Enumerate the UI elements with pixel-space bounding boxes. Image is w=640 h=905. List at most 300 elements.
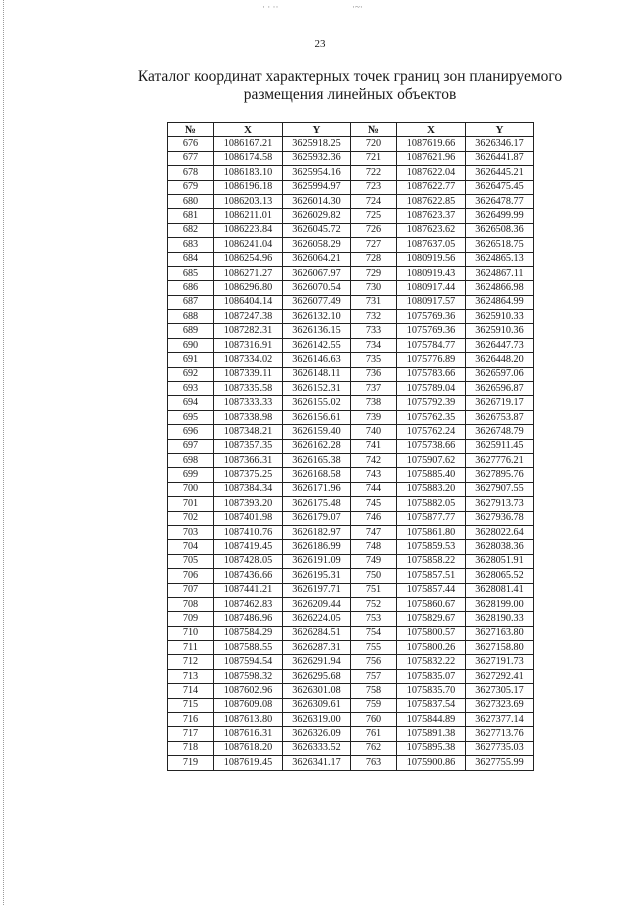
point-number-cell: 708	[168, 597, 214, 611]
y-coordinate-cell: 3626156.61	[283, 410, 351, 424]
header-number-right: №	[351, 123, 397, 137]
y-coordinate-cell: 3626146.63	[283, 353, 351, 367]
x-coordinate-cell: 1087486.96	[214, 612, 283, 626]
x-coordinate-cell: 1075792.39	[397, 396, 466, 410]
y-coordinate-cell: 3627292.41	[466, 669, 534, 683]
y-coordinate-cell: 3626284.51	[283, 626, 351, 640]
point-number-cell: 691	[168, 353, 214, 367]
title-line-2: размещения линейных объектов	[243, 86, 457, 103]
point-number-cell: 738	[351, 396, 397, 410]
x-coordinate-cell: 1075885.40	[397, 468, 466, 482]
point-number-cell: 698	[168, 453, 214, 467]
y-coordinate-cell: 3626319.00	[283, 713, 351, 727]
header-number-left: №	[168, 123, 214, 137]
page-number: 23	[314, 38, 326, 50]
x-coordinate-cell: 1087348.21	[214, 425, 283, 439]
y-coordinate-cell: 3626445.21	[466, 166, 534, 180]
x-coordinate-cell: 1086404.14	[214, 295, 283, 309]
table-header-row	[168, 123, 534, 137]
x-coordinate-cell: 1087247.38	[214, 310, 283, 324]
point-number-cell: 758	[351, 684, 397, 698]
y-coordinate-cell: 3626475.45	[466, 180, 534, 194]
x-coordinate-cell: 1087419.45	[214, 540, 283, 554]
table-row	[168, 453, 534, 467]
y-coordinate-cell: 3626478.77	[466, 194, 534, 208]
x-coordinate-cell: 1086254.96	[214, 252, 283, 266]
y-coordinate-cell: 3626333.52	[283, 741, 351, 755]
y-coordinate-cell: 3627713.76	[466, 727, 534, 741]
x-coordinate-cell: 1087602.96	[214, 684, 283, 698]
table-row	[168, 583, 534, 597]
y-coordinate-cell: 3626058.29	[283, 238, 351, 252]
table-row	[168, 540, 534, 554]
y-coordinate-cell: 3626067.97	[283, 266, 351, 280]
point-number-cell: 705	[168, 554, 214, 568]
y-coordinate-cell: 3625954.16	[283, 166, 351, 180]
table-row	[168, 698, 534, 712]
x-coordinate-cell: 1080919.56	[397, 252, 466, 266]
x-coordinate-cell: 1087622.85	[397, 194, 466, 208]
y-coordinate-cell: 3624865.13	[466, 252, 534, 266]
point-number-cell: 729	[351, 266, 397, 280]
x-coordinate-cell: 1086183.10	[214, 166, 283, 180]
point-number-cell: 694	[168, 396, 214, 410]
point-number-cell: 676	[168, 137, 214, 151]
table-row	[168, 612, 534, 626]
y-coordinate-cell: 3626171.96	[283, 482, 351, 496]
x-coordinate-cell: 1086174.58	[214, 151, 283, 165]
x-coordinate-cell: 1087436.66	[214, 569, 283, 583]
point-number-cell: 725	[351, 209, 397, 223]
x-coordinate-cell: 1087282.31	[214, 324, 283, 338]
y-coordinate-cell: 3627776.21	[466, 453, 534, 467]
x-coordinate-cell: 1080919.43	[397, 266, 466, 280]
point-number-cell: 728	[351, 252, 397, 266]
x-coordinate-cell: 1087598.32	[214, 669, 283, 683]
table-row	[168, 382, 534, 396]
x-coordinate-cell: 1087316.91	[214, 338, 283, 352]
point-number-cell: 754	[351, 626, 397, 640]
point-number-cell: 757	[351, 669, 397, 683]
point-number-cell: 748	[351, 540, 397, 554]
x-coordinate-cell: 1075800.26	[397, 641, 466, 655]
point-number-cell: 723	[351, 180, 397, 194]
header-x-left: X	[214, 123, 283, 137]
table-row	[168, 281, 534, 295]
y-coordinate-cell: 3626597.06	[466, 367, 534, 381]
point-number-cell: 712	[168, 655, 214, 669]
y-coordinate-cell: 3626499.99	[466, 209, 534, 223]
point-number-cell: 704	[168, 540, 214, 554]
point-number-cell: 683	[168, 238, 214, 252]
x-coordinate-cell: 1075762.35	[397, 410, 466, 424]
x-coordinate-cell: 1087621.96	[397, 151, 466, 165]
x-coordinate-cell: 1075784.77	[397, 338, 466, 352]
point-number-cell: 735	[351, 353, 397, 367]
table-body	[168, 137, 534, 770]
point-number-cell: 746	[351, 511, 397, 525]
point-number-cell: 733	[351, 324, 397, 338]
point-number-cell: 681	[168, 209, 214, 223]
y-coordinate-cell: 3626070.54	[283, 281, 351, 295]
point-number-cell: 744	[351, 482, 397, 496]
y-coordinate-cell: 3626518.75	[466, 238, 534, 252]
table-row	[168, 238, 534, 252]
point-number-cell: 707	[168, 583, 214, 597]
point-number-cell: 711	[168, 641, 214, 655]
x-coordinate-cell: 1087584.29	[214, 626, 283, 640]
y-coordinate-cell: 3625918.25	[283, 137, 351, 151]
table-row	[168, 468, 534, 482]
point-number-cell: 685	[168, 266, 214, 280]
y-coordinate-cell: 3626014.30	[283, 194, 351, 208]
x-coordinate-cell: 1075883.20	[397, 482, 466, 496]
table-row	[168, 569, 534, 583]
x-coordinate-cell: 1075857.51	[397, 569, 466, 583]
x-coordinate-cell: 1087441.21	[214, 583, 283, 597]
table-row	[168, 684, 534, 698]
x-coordinate-cell: 1087338.98	[214, 410, 283, 424]
point-number-cell: 745	[351, 497, 397, 511]
point-number-cell: 680	[168, 194, 214, 208]
table-row	[168, 425, 534, 439]
y-coordinate-cell: 3625910.36	[466, 324, 534, 338]
x-coordinate-cell: 1087619.45	[214, 756, 283, 770]
scan-smudge: ·~·	[352, 2, 363, 12]
point-number-cell: 726	[351, 223, 397, 237]
point-number-cell: 751	[351, 583, 397, 597]
x-coordinate-cell: 1075762.24	[397, 425, 466, 439]
y-coordinate-cell: 3626441.87	[466, 151, 534, 165]
table-row	[168, 338, 534, 352]
x-coordinate-cell: 1086271.27	[214, 266, 283, 280]
table-row	[168, 151, 534, 165]
point-number-cell: 706	[168, 569, 214, 583]
x-coordinate-cell: 1075877.77	[397, 511, 466, 525]
y-coordinate-cell: 3626175.48	[283, 497, 351, 511]
y-coordinate-cell: 3626448.20	[466, 353, 534, 367]
y-coordinate-cell: 3626447.73	[466, 338, 534, 352]
x-coordinate-cell: 1075844.89	[397, 713, 466, 727]
point-number-cell: 732	[351, 310, 397, 324]
x-coordinate-cell: 1087623.37	[397, 209, 466, 223]
point-number-cell: 759	[351, 698, 397, 712]
y-coordinate-cell: 3624866.98	[466, 281, 534, 295]
point-number-cell: 688	[168, 310, 214, 324]
y-coordinate-cell: 3627377.14	[466, 713, 534, 727]
point-number-cell: 750	[351, 569, 397, 583]
x-coordinate-cell: 1075882.05	[397, 497, 466, 511]
y-coordinate-cell: 3626064.21	[283, 252, 351, 266]
x-coordinate-cell: 1075858.22	[397, 554, 466, 568]
point-number-cell: 690	[168, 338, 214, 352]
y-coordinate-cell: 3626295.68	[283, 669, 351, 683]
x-coordinate-cell: 1075769.36	[397, 324, 466, 338]
y-coordinate-cell: 3628199.00	[466, 597, 534, 611]
point-number-cell: 722	[351, 166, 397, 180]
y-coordinate-cell: 3625994.97	[283, 180, 351, 194]
y-coordinate-cell: 3627323.69	[466, 698, 534, 712]
table-row	[168, 324, 534, 338]
y-coordinate-cell: 3627913.73	[466, 497, 534, 511]
point-number-cell: 731	[351, 295, 397, 309]
x-coordinate-cell: 1075861.80	[397, 525, 466, 539]
x-coordinate-cell: 1075891.38	[397, 727, 466, 741]
point-number-cell: 701	[168, 497, 214, 511]
point-number-cell: 730	[351, 281, 397, 295]
x-coordinate-cell: 1087339.11	[214, 367, 283, 381]
title-line-1: Каталог координат характерных точек границ зон планируемого	[137, 68, 563, 85]
y-coordinate-cell: 3627907.55	[466, 482, 534, 496]
x-coordinate-cell: 1087618.20	[214, 741, 283, 755]
y-coordinate-cell: 3626152.31	[283, 382, 351, 396]
x-coordinate-cell: 1075859.53	[397, 540, 466, 554]
point-number-cell: 714	[168, 684, 214, 698]
y-coordinate-cell: 3628051.91	[466, 554, 534, 568]
table-row	[168, 669, 534, 683]
x-coordinate-cell: 1075738.66	[397, 439, 466, 453]
point-number-cell: 742	[351, 453, 397, 467]
x-coordinate-cell: 1075776.89	[397, 353, 466, 367]
table-row	[168, 641, 534, 655]
scan-edge-marks	[3, 0, 8, 905]
y-coordinate-cell: 3626045.72	[283, 223, 351, 237]
point-number-cell: 741	[351, 439, 397, 453]
point-number-cell: 717	[168, 727, 214, 741]
x-coordinate-cell: 1075829.67	[397, 612, 466, 626]
y-coordinate-cell: 3626165.38	[283, 453, 351, 467]
x-coordinate-cell: 1075860.67	[397, 597, 466, 611]
y-coordinate-cell: 3627755.99	[466, 756, 534, 770]
x-coordinate-cell: 1075789.04	[397, 382, 466, 396]
table-row	[168, 266, 534, 280]
y-coordinate-cell: 3626077.49	[283, 295, 351, 309]
y-coordinate-cell: 3627191.73	[466, 655, 534, 669]
x-coordinate-cell: 1087384.34	[214, 482, 283, 496]
point-number-cell: 756	[351, 655, 397, 669]
y-coordinate-cell: 3626029.82	[283, 209, 351, 223]
y-coordinate-cell: 3628081.41	[466, 583, 534, 597]
x-coordinate-cell: 1075907.62	[397, 453, 466, 467]
x-coordinate-cell: 1087616.31	[214, 727, 283, 741]
table-row	[168, 727, 534, 741]
table-row	[168, 756, 534, 770]
y-coordinate-cell: 3628022.64	[466, 525, 534, 539]
y-coordinate-cell: 3624864.99	[466, 295, 534, 309]
point-number-cell: 716	[168, 713, 214, 727]
y-coordinate-cell: 3627305.17	[466, 684, 534, 698]
x-coordinate-cell: 1075857.44	[397, 583, 466, 597]
table-row	[168, 310, 534, 324]
x-coordinate-cell: 1087333.33	[214, 396, 283, 410]
y-coordinate-cell: 3625911.45	[466, 439, 534, 453]
table-row	[168, 410, 534, 424]
x-coordinate-cell: 1086223.84	[214, 223, 283, 237]
y-coordinate-cell: 3625932.36	[283, 151, 351, 165]
y-coordinate-cell: 3626168.58	[283, 468, 351, 482]
point-number-cell: 697	[168, 439, 214, 453]
table-row	[168, 525, 534, 539]
point-number-cell: 763	[351, 756, 397, 770]
x-coordinate-cell: 1087613.80	[214, 713, 283, 727]
y-coordinate-cell: 3627936.78	[466, 511, 534, 525]
coordinates-table	[167, 122, 534, 771]
x-coordinate-cell: 1080917.44	[397, 281, 466, 295]
x-coordinate-cell: 1087619.66	[397, 137, 466, 151]
x-coordinate-cell: 1087609.08	[214, 698, 283, 712]
y-coordinate-cell: 3628038.36	[466, 540, 534, 554]
point-number-cell: 696	[168, 425, 214, 439]
table-row	[168, 741, 534, 755]
point-number-cell: 684	[168, 252, 214, 266]
table-row	[168, 137, 534, 151]
x-coordinate-cell: 1086241.04	[214, 238, 283, 252]
x-coordinate-cell: 1075895.38	[397, 741, 466, 755]
y-coordinate-cell: 3626753.87	[466, 410, 534, 424]
x-coordinate-cell: 1087622.77	[397, 180, 466, 194]
point-number-cell: 678	[168, 166, 214, 180]
x-coordinate-cell: 1075837.54	[397, 698, 466, 712]
point-number-cell: 679	[168, 180, 214, 194]
table-row	[168, 482, 534, 496]
table-row	[168, 511, 534, 525]
y-coordinate-cell: 3626162.28	[283, 439, 351, 453]
point-number-cell: 760	[351, 713, 397, 727]
table-row	[168, 497, 534, 511]
x-coordinate-cell: 1075769.36	[397, 310, 466, 324]
point-number-cell: 727	[351, 238, 397, 252]
y-coordinate-cell: 3626142.55	[283, 338, 351, 352]
x-coordinate-cell: 1087637.05	[397, 238, 466, 252]
point-number-cell: 710	[168, 626, 214, 640]
point-number-cell: 724	[351, 194, 397, 208]
y-coordinate-cell: 3626341.17	[283, 756, 351, 770]
point-number-cell: 700	[168, 482, 214, 496]
point-number-cell: 677	[168, 151, 214, 165]
y-coordinate-cell: 3626179.07	[283, 511, 351, 525]
y-coordinate-cell: 3626209.44	[283, 597, 351, 611]
point-number-cell: 718	[168, 741, 214, 755]
table-row	[168, 180, 534, 194]
table-row	[168, 295, 534, 309]
y-coordinate-cell: 3626719.17	[466, 396, 534, 410]
y-coordinate-cell: 3626197.71	[283, 583, 351, 597]
y-coordinate-cell: 3626136.15	[283, 324, 351, 338]
y-coordinate-cell: 3625910.33	[466, 310, 534, 324]
x-coordinate-cell: 1075783.66	[397, 367, 466, 381]
x-coordinate-cell: 1087375.25	[214, 468, 283, 482]
x-coordinate-cell: 1087410.76	[214, 525, 283, 539]
x-coordinate-cell: 1087357.35	[214, 439, 283, 453]
point-number-cell: 695	[168, 410, 214, 424]
x-coordinate-cell: 1075900.86	[397, 756, 466, 770]
point-number-cell: 689	[168, 324, 214, 338]
y-coordinate-cell: 3626508.36	[466, 223, 534, 237]
y-coordinate-cell: 3628065.52	[466, 569, 534, 583]
x-coordinate-cell: 1087393.20	[214, 497, 283, 511]
table-row	[168, 655, 534, 669]
x-coordinate-cell: 1080917.57	[397, 295, 466, 309]
y-coordinate-cell: 3626596.87	[466, 382, 534, 396]
point-number-cell: 740	[351, 425, 397, 439]
y-coordinate-cell: 3624867.11	[466, 266, 534, 280]
table-row	[168, 353, 534, 367]
x-coordinate-cell: 1075835.07	[397, 669, 466, 683]
point-number-cell: 715	[168, 698, 214, 712]
point-number-cell: 755	[351, 641, 397, 655]
x-coordinate-cell: 1087594.54	[214, 655, 283, 669]
y-coordinate-cell: 3628190.33	[466, 612, 534, 626]
y-coordinate-cell: 3626186.99	[283, 540, 351, 554]
point-number-cell: 692	[168, 367, 214, 381]
point-number-cell: 721	[351, 151, 397, 165]
x-coordinate-cell: 1075800.57	[397, 626, 466, 640]
x-coordinate-cell: 1087623.62	[397, 223, 466, 237]
y-coordinate-cell: 3627163.80	[466, 626, 534, 640]
point-number-cell: 687	[168, 295, 214, 309]
point-number-cell: 752	[351, 597, 397, 611]
header-x-right: X	[397, 123, 466, 137]
x-coordinate-cell: 1086296.80	[214, 281, 283, 295]
point-number-cell: 702	[168, 511, 214, 525]
table-row	[168, 166, 534, 180]
header-y-left: Y	[283, 123, 351, 137]
point-number-cell: 719	[168, 756, 214, 770]
y-coordinate-cell: 3626148.11	[283, 367, 351, 381]
x-coordinate-cell: 1087588.55	[214, 641, 283, 655]
scan-smudge: · · ··	[262, 2, 279, 12]
point-number-cell: 736	[351, 367, 397, 381]
point-number-cell: 734	[351, 338, 397, 352]
y-coordinate-cell: 3626301.08	[283, 684, 351, 698]
y-coordinate-cell: 3626291.94	[283, 655, 351, 669]
table-row	[168, 597, 534, 611]
y-coordinate-cell: 3627735.03	[466, 741, 534, 755]
y-coordinate-cell: 3626159.40	[283, 425, 351, 439]
table-row	[168, 223, 534, 237]
point-number-cell: 703	[168, 525, 214, 539]
point-number-cell: 747	[351, 525, 397, 539]
point-number-cell: 720	[351, 137, 397, 151]
y-coordinate-cell: 3626287.31	[283, 641, 351, 655]
point-number-cell: 753	[351, 612, 397, 626]
document-title	[120, 68, 580, 104]
table-row	[168, 626, 534, 640]
x-coordinate-cell: 1087622.04	[397, 166, 466, 180]
y-coordinate-cell: 3626748.79	[466, 425, 534, 439]
header-y-right: Y	[466, 123, 534, 137]
table-row	[168, 209, 534, 223]
point-number-cell: 762	[351, 741, 397, 755]
x-coordinate-cell: 1087428.05	[214, 554, 283, 568]
point-number-cell: 686	[168, 281, 214, 295]
table-row	[168, 194, 534, 208]
table-row	[168, 439, 534, 453]
point-number-cell: 693	[168, 382, 214, 396]
x-coordinate-cell: 1075835.70	[397, 684, 466, 698]
y-coordinate-cell: 3626191.09	[283, 554, 351, 568]
table-row	[168, 554, 534, 568]
y-coordinate-cell: 3626309.61	[283, 698, 351, 712]
x-coordinate-cell: 1087401.98	[214, 511, 283, 525]
point-number-cell: 739	[351, 410, 397, 424]
x-coordinate-cell: 1087334.02	[214, 353, 283, 367]
table-row	[168, 252, 534, 266]
point-number-cell: 699	[168, 468, 214, 482]
x-coordinate-cell: 1086196.18	[214, 180, 283, 194]
y-coordinate-cell: 3626224.05	[283, 612, 351, 626]
x-coordinate-cell: 1087366.31	[214, 453, 283, 467]
